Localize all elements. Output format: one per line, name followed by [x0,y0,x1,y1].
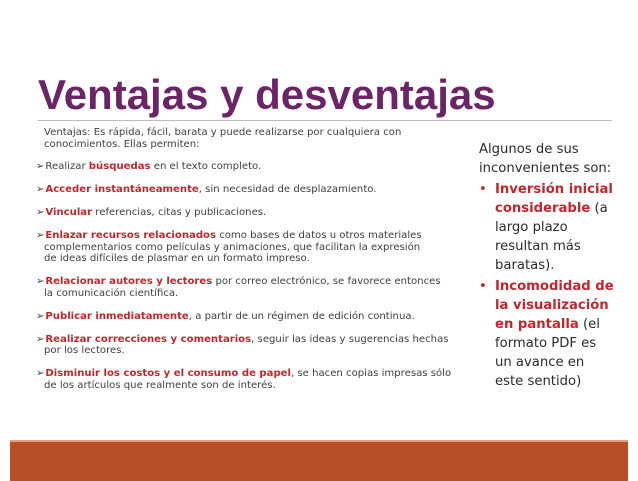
advantage-keyword: Vincular [45,207,93,218]
advantage-item [36,334,468,357]
advantage-keyword: Acceder instantáneamente [45,184,199,195]
title-divider [38,120,612,121]
advantage-continuation: por los lectores. [44,345,125,356]
advantage-keyword: Relacionar autores y lectores [45,276,213,287]
advantage-keyword: Realizar correcciones y comentarios [45,333,252,345]
advantage-text: como bases de datos u otros materiales [216,230,422,241]
advantage-keyword: Enlazar recursos relacionados [45,230,216,241]
disadvantage-text: (el formato PDF es un avance en este sentido) [495,317,600,389]
footer-bar [10,440,628,481]
advantages-panel [36,127,468,403]
advantage-item [36,184,468,196]
advantage-keyword: búsquedas [88,161,151,172]
advantage-text: Realizar [45,161,89,172]
disadvantages-lead: Algunos de sus inconvenientes son: [479,142,612,176]
disadvantages-list [475,180,615,391]
bullet-icon: • [479,279,487,294]
advantage-text: , se hacen copias impresas sólo [291,368,452,379]
advantage-text: por correo electrónico, se favorece entonces [212,276,441,287]
advantage-item [36,368,468,391]
disadvantage-item [475,180,615,275]
disadvantages-panel [475,140,615,393]
advantage-keyword: Disminuir los costos y el consumo de papel [45,368,291,379]
advantage-continuation: complementarios como películas y animaciones, que facilitan la expresión [44,241,421,253]
advantage-item [36,311,468,323]
disadvantage-item [475,277,615,391]
advantage-item [36,276,468,299]
advantage-item [36,230,468,265]
arrow-bullet-icon: ➢ [36,276,45,287]
advantage-item [36,207,468,219]
advantage-text: , a partir de un régimen de edición continua. [188,310,415,322]
advantage-continuation: de los artículos que realmente son de interés. [44,379,276,391]
bullet-icon: • [479,182,487,197]
arrow-bullet-icon: ➢ [36,207,45,218]
arrow-bullet-icon: ➢ [36,230,45,241]
disadvantage-keyword: Inversión inicial considerable [495,182,613,216]
advantage-text: en el texto completo. [150,161,262,172]
advantages-list [36,161,468,391]
arrow-bullet-icon: ➢ [36,333,45,345]
arrow-bullet-icon: ➢ [36,184,45,195]
arrow-bullet-icon: ➢ [36,161,45,172]
advantage-text: , seguir las ideas y sugerencias hechas [251,333,449,345]
advantage-keyword: Publicar inmediatamente [45,310,189,322]
disadvantage-keyword: Incomodidad de la visualización en pantalla [495,279,614,332]
disadvantage-text: (a largo plazo resultan más baratas). [495,201,608,273]
slide-title: Ventajas y desventajas [38,71,496,118]
advantage-continuation: de ideas difíciles de plasmar en un formato impreso. [44,253,310,264]
advantage-text: , sin necesidad de desplazamiento. [198,184,377,195]
advantages-intro [36,127,468,150]
advantage-item [36,161,468,173]
intro-line-2: conocimientos. Ellas permiten: [44,138,200,150]
advantage-continuation: la comunicación científica. [44,287,179,299]
advantage-text: referencias, citas y publicaciones. [92,207,267,218]
arrow-bullet-icon: ➢ [36,310,45,322]
arrow-bullet-icon: ➢ [36,368,45,379]
intro-line-1: Ventajas: Es rápida, fácil, barata y puede realizarse por cualquiera con [44,127,402,138]
